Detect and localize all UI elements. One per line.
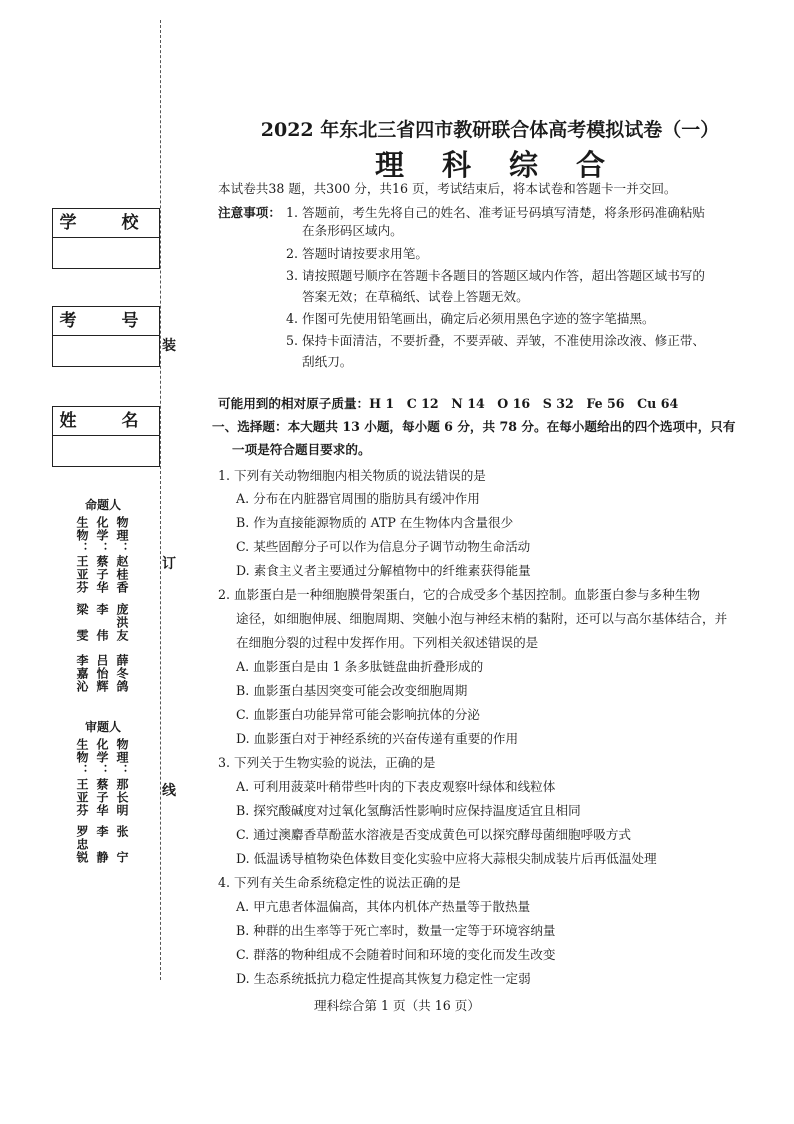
question-1-option-d: D. 素食主义者主要通过分解植物中的纤维素获得能量: [236, 563, 531, 578]
section-heading: 一、选择题：本大题共 13 小题，每小题 6 分，共 78 分。在每小题给出的四个选项中，只有: [212, 419, 736, 434]
proposer-phys-2: 庞洪友: [115, 603, 129, 642]
question-2-option-d: D. 血影蛋白对于神经系统的兴奋传递有重要的作用: [236, 731, 519, 746]
reviewer-chem-1: 蔡子华: [95, 778, 109, 817]
note-5-cont: 刮纸刀。: [302, 354, 353, 369]
question-4-stem: 4. 下列有关生命系统稳定性的说法正确的是: [218, 875, 461, 890]
exam-number-field-box: [52, 306, 160, 367]
proposer-chem-1: 蔡子华: [95, 555, 109, 594]
notes-label: 注意事项：: [218, 205, 281, 220]
name-field-box: [52, 406, 160, 467]
name-field-input[interactable]: [53, 436, 159, 466]
proposer-bio-1: 王亚芬: [75, 555, 89, 594]
question-2-option-b: B. 血影蛋白基因突变可能会改变细胞周期: [236, 683, 468, 698]
question-2-stem-2: 途径，如细胞伸展、细胞周期、突触小泡与神经末梢的黏附，还可以与高尔基体结合，并: [236, 611, 728, 626]
proposer-chem-3: 吕怡辉: [95, 654, 109, 693]
question-2-option-a: A. 血影蛋白是由 1 条多肽链盘曲折叠形成的: [236, 659, 484, 674]
question-3-stem: 3. 下列关于生物实验的说法，正确的是: [218, 755, 436, 770]
binding-line: [160, 20, 161, 980]
binding-char-ding: 订: [162, 556, 176, 572]
proposer-subject-chem: 化学：: [95, 516, 109, 555]
question-2-stem-1: 2. 血影蛋白是一种细胞膜骨架蛋白，它的合成受多个基因控制。血影蛋白参与多种生物: [218, 587, 700, 602]
question-3-option-a: A. 可利用菠菜叶稍带些叶肉的下表皮观察叶绿体和线粒体: [236, 779, 556, 794]
reviewer-bio-2: 罗忠锐: [75, 825, 89, 864]
proposer-phys-3: 薛冬鸽: [115, 654, 129, 693]
question-3-option-c: C. 通过澳麝香草酚蓝水溶液是否变成黄色可以探究酵母菌细胞呼吸方式: [236, 827, 632, 842]
reviewer-bio-1: 王亚芬: [75, 778, 89, 817]
proposers-title: 命题人: [85, 498, 122, 512]
exam-number-field-label: 考 号: [53, 307, 159, 336]
proposer-subject-bio: 生物：: [75, 516, 89, 555]
note-5: 5. 保持卡面清洁，不要折叠，不要弄破、弄皱，不准使用涂改液、修正带、: [286, 333, 706, 348]
proposer-bio-3: 李嘉沁: [75, 654, 89, 693]
school-field-input[interactable]: [53, 238, 159, 268]
note-3-cont: 答案无效；在草稿纸、试卷上答题无效。: [302, 289, 529, 304]
note-4: 4. 作图可先使用铅笔画出，确定后必须用黑色字迹的签字笔描黑。: [286, 311, 655, 326]
page-footer: 理科综合第 1 页（共 16 页）: [314, 998, 480, 1013]
proposer-subject-phys: 物理：: [115, 516, 129, 555]
section-heading-cont: 一项是符合题目要求的。: [232, 442, 371, 457]
question-2-option-c: C. 血影蛋白功能异常可能会影响抗体的分泌: [236, 707, 480, 722]
proposer-chem-2: 李 伟: [95, 603, 109, 642]
proposer-phys-1: 赵桂香: [115, 555, 129, 594]
name-field-label: 姓 名: [53, 407, 159, 436]
school-field-label: 学 校: [53, 209, 159, 238]
question-4-option-b: B. 种群的出生率等于死亡率时，数量一定等于环境容纳量: [236, 923, 556, 938]
reviewer-phys-2: 张 宁: [115, 825, 129, 864]
proposer-bio-2: 梁 雯: [75, 603, 89, 642]
binding-char-zhuang: 装: [162, 338, 176, 354]
reviewer-subject-chem: 化学：: [95, 738, 109, 777]
question-1-option-c: C. 某些固醇分子可以作为信息分子调节动物生命活动: [236, 539, 531, 554]
note-2: 2. 答题时请按要求用笔。: [286, 246, 428, 261]
question-3-option-d: D. 低温诱导植物染色体数目变化实验中应将大蒜根尖制成装片后再低温处理: [236, 851, 657, 866]
exam-subtitle: 理科综合: [374, 148, 643, 182]
question-3-option-b: B. 探究酸碱度对过氧化氢酶活性影响时应保持温度适宜且相同: [236, 803, 581, 818]
binding-char-xian: 线: [162, 783, 176, 799]
reviewers-title: 审题人: [85, 720, 122, 734]
question-4-option-d: D. 生态系统抵抗力稳定性提高其恢复力稳定性一定弱: [236, 971, 531, 986]
note-3: 3. 请按照题号顺序在答题卡各题目的答题区域内作答，超出答题区域书写的: [286, 268, 706, 283]
atomic-mass-line: 可能用到的相对原子质量：H 1 C 12 N 14 O 16 S 32 Fe 56 Cu 64: [218, 396, 679, 411]
question-1-stem: 1. 下列有关动物细胞内相关物质的说法错误的是: [218, 468, 486, 483]
reviewer-subject-phys: 物理：: [115, 738, 129, 777]
reviewer-subject-bio: 生物：: [75, 738, 89, 777]
question-1-option-b: B. 作为直接能源物质的 ATP 在生物体内含量很少: [236, 515, 514, 530]
school-field-box: [52, 208, 160, 269]
exam-intro: 本试卷共38 题，共300 分，共16 页，考试结束后，将本试卷和答题卡一并交回。: [218, 181, 677, 196]
question-4-option-c: C. 群落的物种组成不会随着时间和环境的变化而发生改变: [236, 947, 556, 962]
question-4-option-a: A. 甲亢患者体温偏高，其体内机体产热量等于散热量: [236, 899, 531, 914]
question-1-option-a: A. 分布在内脏器官周围的脂肪具有缓冲作用: [236, 491, 480, 506]
reviewer-phys-1: 那长明: [115, 778, 129, 817]
question-2-stem-3: 在细胞分裂的过程中发挥作用。下列相关叙述错误的是: [236, 635, 539, 650]
reviewer-chem-2: 李 静: [95, 825, 109, 864]
note-1: 1. 答题前，考生先将自己的姓名、准考证号码填写清楚，将条形码准确粘贴: [286, 205, 706, 220]
exam-number-field-input[interactable]: [53, 336, 159, 366]
exam-title: 2022 年东北三省四市教研联合体高考模拟试卷（一）: [260, 119, 720, 141]
note-1-cont: 在条形码区域内。: [302, 223, 403, 238]
